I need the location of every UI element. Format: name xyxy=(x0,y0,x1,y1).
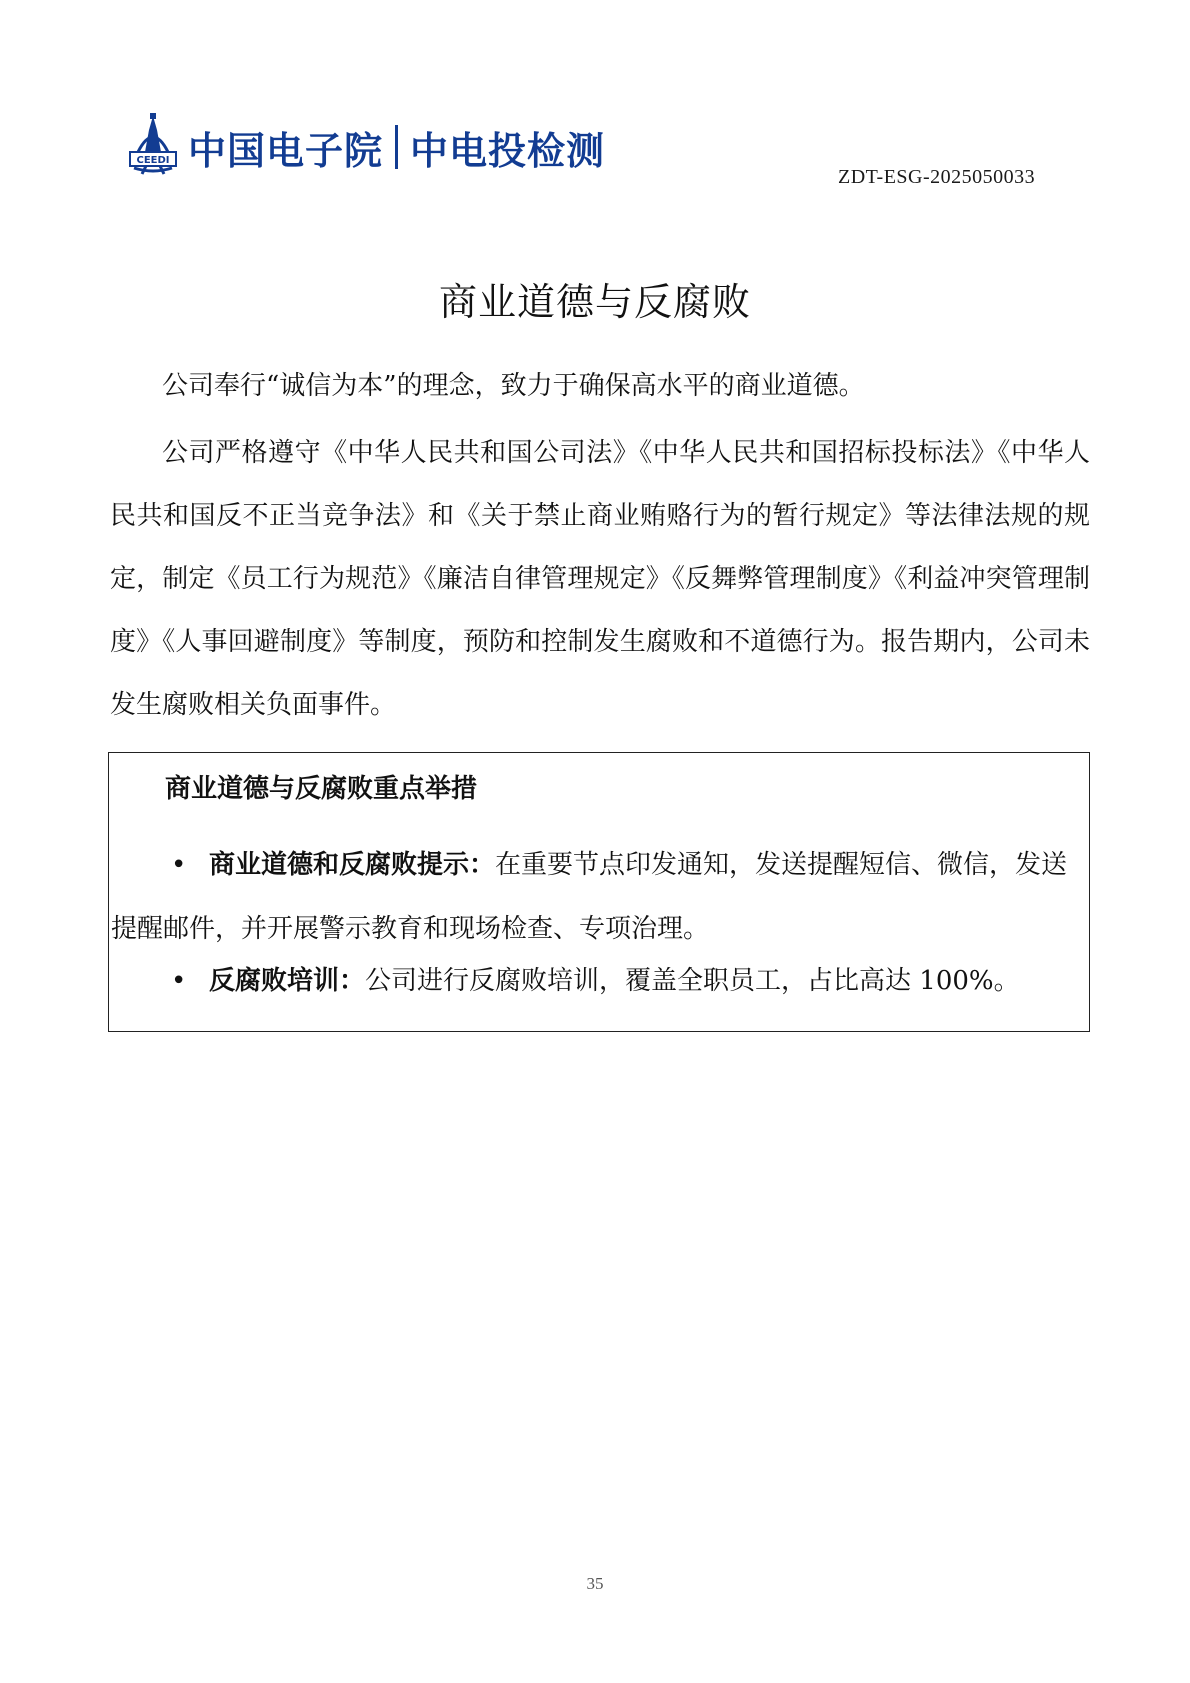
compliance-paragraph: 公司严格遵守《中华人民共和国公司法》《中华人民共和国招标投标法》《中华人民共和国反不正当竞争法》和《关于禁止商业贿赂行为的暂行规定》等法律法规的规定，制定《员工行为规范》《廉洁自律管理规定》《反舞弊管理制度》《利益冲突管理制度》《人事回避制度》等制度，预防和控制发生腐败和不道德行为。报告期内，公司未发生腐败相关负面事件。 xyxy=(110,438,1090,720)
brand-name-secondary: 中电投检测 xyxy=(410,128,606,173)
measure-label: 商业道德和反腐败提示： xyxy=(209,850,496,880)
measure-item xyxy=(111,949,1087,1013)
key-measures-title: 商业道德与反腐败重点举措 xyxy=(165,774,478,804)
measure-item xyxy=(111,833,1087,961)
ceedi-logo-icon xyxy=(128,112,178,182)
page-header xyxy=(128,112,648,182)
bullet-icon: • xyxy=(171,850,187,880)
page-number: 35 xyxy=(586,1574,604,1593)
bullet-icon: • xyxy=(171,966,187,996)
key-measures-box xyxy=(108,752,1090,1032)
brand-name-primary: 中国电子院 xyxy=(188,128,384,173)
document-code: ZDT-ESG-2025050033 xyxy=(838,166,1036,188)
measure-text: 公司进行反腐败培训，覆盖全职员工，占比高达 100%。 xyxy=(365,966,1020,996)
page-title: 商业道德与反腐败 xyxy=(438,280,751,324)
intro-paragraph: 公司奉行“诚信为本”的理念，致力于确保高水平的商业道德。 xyxy=(162,371,865,401)
logo-text: CEEDI xyxy=(136,155,170,166)
measure-text: 在重要节点印发通知，发送提醒短信、微信，发送提醒邮件，并开展警示教育和现场检查、专项治理。 xyxy=(111,850,1068,944)
measure-label: 反腐败培训： xyxy=(209,966,366,996)
brand-divider xyxy=(395,125,398,169)
